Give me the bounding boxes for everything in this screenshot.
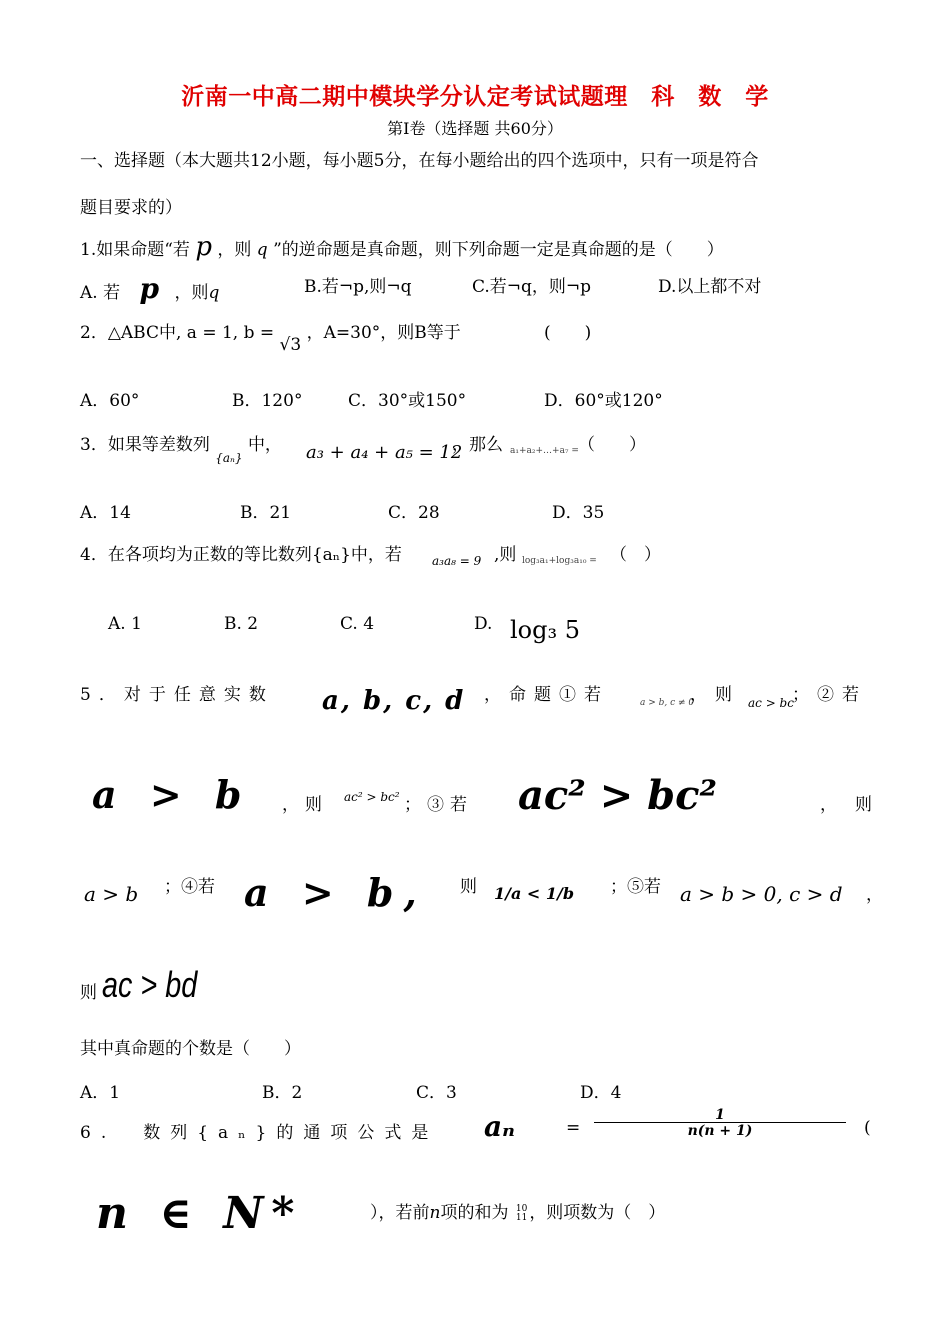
q1-p: p [195,232,212,262]
q1-q: q [256,240,268,260]
q5-cond3: ac² > bc² [518,772,718,819]
q5-res2: ac² > bc² [344,790,400,804]
q5-option-b: B．2 [262,1083,303,1103]
q5-res4: 1/a < 1/b [494,884,575,903]
q5-stem-k: ， [866,885,883,905]
q3-stem-a: 3．如果等差数列 [80,435,210,455]
q5-res5: ac > bd [102,964,198,1005]
q5-stem-j: ；⑤若 [610,877,661,897]
q1-option-d: D.以上都不对 [658,277,762,297]
q6-stem-c: 项的和为 [440,1203,509,1223]
q5-stem-c: ，则 [690,685,740,705]
q2-option-a: A．60° [80,391,140,411]
q2-option-c: C．30°或150° [348,391,467,411]
q1-option-b: B.若¬p,则¬q [304,277,412,297]
q3-option-b: B．21 [240,503,292,523]
q5-stem-e: ，则 [282,795,328,815]
q1-optA-p: p [139,272,160,305]
q5-cond2: a > b [92,772,252,817]
q6-stem-a: 6. 数列{aₙ}的通项公式是 [80,1123,439,1143]
q3-paren: （ ） [578,435,646,455]
q1-optA-label: A. 若 [80,283,121,303]
q4-option-b: B. 2 [224,614,259,634]
section-instructions-line1: 一、选择题（本大题共12小题，每小题5分，在每小题给出的四个选项中，只有一项是符合 [80,151,759,171]
q6-stem-line2 [370,1198,665,1223]
q6-denominator: n(n + 1) [687,1123,753,1139]
section-instructions-line2: 题目要求的） [80,198,182,218]
q6-sum-num: 10 [515,1203,528,1214]
q5-res1: ac > bc [748,696,794,710]
q4-paren: （ ） [610,545,661,565]
q5-stem-a: 5．对于任意实数 [80,685,274,705]
q5-stem-d: ；②若 [792,685,867,705]
q1-option-a [80,272,219,305]
q2-paren: ( ) [544,323,592,343]
q6-fraction [594,1108,846,1139]
q3-option-d: D．35 [552,503,605,523]
q2-stem-a: 2．△ABC中, a = 1, b = [80,323,275,343]
exam-subtitle: 第Ⅰ卷（选择题 共60分） [387,119,563,138]
q6-eq: = [566,1118,581,1138]
question-2-stem [80,318,461,355]
q4-stem-b: ,则 [494,545,517,565]
q6-sum-fraction [514,1205,529,1223]
q5-option-d: D．4 [580,1083,622,1103]
q6-paren-open: ( [864,1118,871,1138]
q5-cond4: a > b, [244,870,427,915]
q5-stem-l: 则 [80,983,97,1003]
q1-stem-c: ”的逆命题是真命题，则下列命题一定是真命题的是（ ） [273,240,724,260]
q5-cond5: a > b > 0, c > d [680,882,843,906]
q1-optA-then: ，则 [174,283,209,303]
q2-sqrt: √3 [279,335,302,355]
q5-cond1: a > b, c ≠ 0 [640,698,695,708]
q5-stem-i: 则 [460,877,477,897]
q5-stem-h: ；④若 [164,877,215,897]
q6-an: aₙ [484,1110,515,1143]
q3-option-c: C．28 [388,503,440,523]
q1-optA-q: q [208,283,220,303]
q5-ask: 其中真命题的个数是（ ） [80,1039,301,1059]
q5-res3: a > b [84,882,139,906]
q6-stem-b: ），若前 [370,1203,430,1223]
q3-seq: {aₙ} [215,451,243,465]
q6-numerator: 1 [594,1108,846,1123]
q3-tiny-formula: a₁+a₂+…+a₇ = [510,446,579,456]
q1-option-c: C.若¬q，则¬p [472,277,592,297]
q5-stem-f: ；③若 [404,795,473,815]
q5-stem-g: ，则 [820,795,890,815]
q3-stem-b: 中， [247,435,282,455]
q3-option-a: A．14 [80,503,131,523]
q1-stem-b: ，则 [217,240,252,260]
q4-option-d-expr: log₃ 5 [510,616,581,644]
question-4-stem: 4．在各项均为正数的等比数列{aₙ}中，若 [80,545,402,565]
q6-sum-den: 11 [515,1212,528,1223]
q5-option-a: A．1 [80,1083,121,1103]
q4-option-d: D. [474,614,493,634]
q1-stem-a: 1.如果命题“若 [80,240,190,260]
exam-title: 沂南一中高二期中模块学分认定考试试题理 科 数 学 [181,84,769,110]
question-3-stem [80,430,282,465]
q3-formula: a₃ + a₄ + a₅ = 12 [306,442,463,463]
q2-option-d: D．60°或120° [544,391,663,411]
question-1-stem [80,232,724,262]
q4-option-c: C. 4 [340,614,375,634]
q4-option-a: A. 1 [108,614,142,634]
q5-stem-b: ，命题①若 [484,685,609,705]
q6-n: n [429,1203,441,1223]
q3-stem-c: ，那么 [452,435,503,455]
q2-stem-b: ，A=30°，则B等于 [306,323,461,343]
q4-tiny-formula: log₃a₁+log₃a₁₀ = [522,556,597,566]
q5-vars: a, b, c, d [322,686,466,716]
q6-stem-d: ，则项数为（ ） [529,1203,666,1223]
q5-option-c: C．3 [416,1083,457,1103]
q2-option-b: B．120° [232,391,303,411]
q6-nset: n ∈ N* [96,1188,303,1239]
q4-formula: a₃a₈ = 9 [432,554,482,568]
